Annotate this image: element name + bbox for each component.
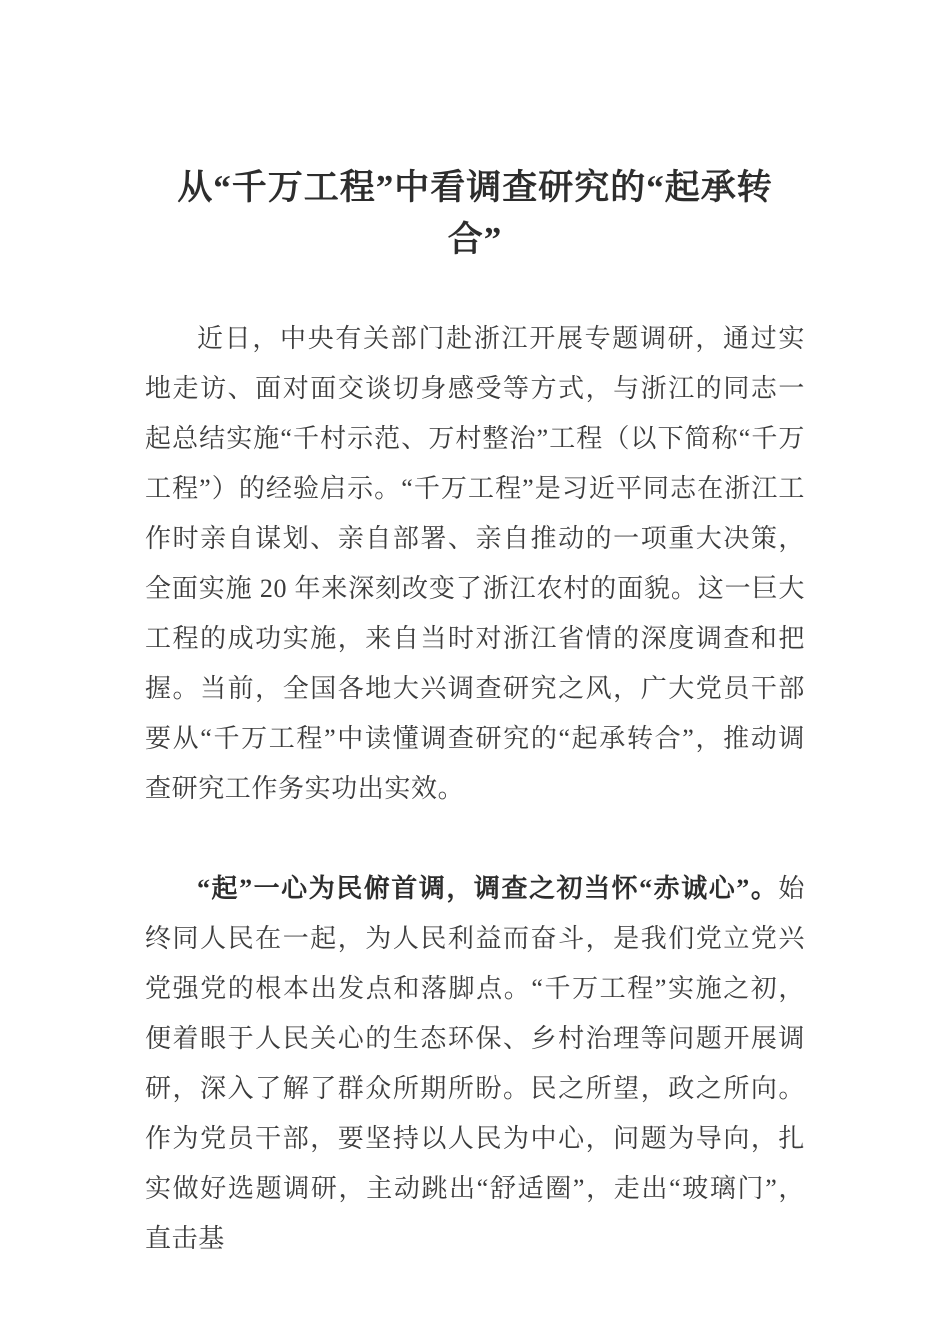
document-title-line2: 合”: [447, 220, 503, 259]
paragraph-section-qi: [145, 864, 805, 1264]
paragraph-intro: 近日，中央有关部门赴浙江开展专题调研，通过实地走访、面对面交谈切身感受等方式，与浙江的同志一起总结实施“千村示范、万村整治”工程（以下简称“千万工程”）的经验启示。“千万工程”是习近平同志在浙江工作时亲自谋划、亲自部署、亲自推动的一项重大决策，全面实施 20 年来深刻改变了浙江农村的面貌。这一巨大工程的成功实施，来自当时对浙江省情的深度调查和把握。当前，全国各地大兴调查研究之风，广大党员干部要从“千万工程”中读懂调查研究的“起承转合”，推动调查研究工作务实功出实效。: [145, 324, 805, 803]
document-title-line1: 从“千万工程”中看调查研究的“起承转: [177, 168, 773, 207]
paragraph-section-qi-text: 始终同人民在一起，为人民利益而奋斗，是我们党立党兴党强党的根本出发点和落脚点。“千万工程”实施之初，便着眼于人民关心的生态环保、乡村治理等问题开展调研，深入了解了群众所期所盼。民之所望，政之所向。作为党员干部，要坚持以人民为中心，问题为导向，扎实做好选题调研，主动跳出“舒适圈”，走出“玻璃门”，直击基: [145, 874, 805, 1253]
document-title: [145, 162, 805, 266]
paragraph-section-qi-lead-bold: “起”一心为民俯首调，调查之初当怀“赤诚心”。: [197, 874, 779, 903]
